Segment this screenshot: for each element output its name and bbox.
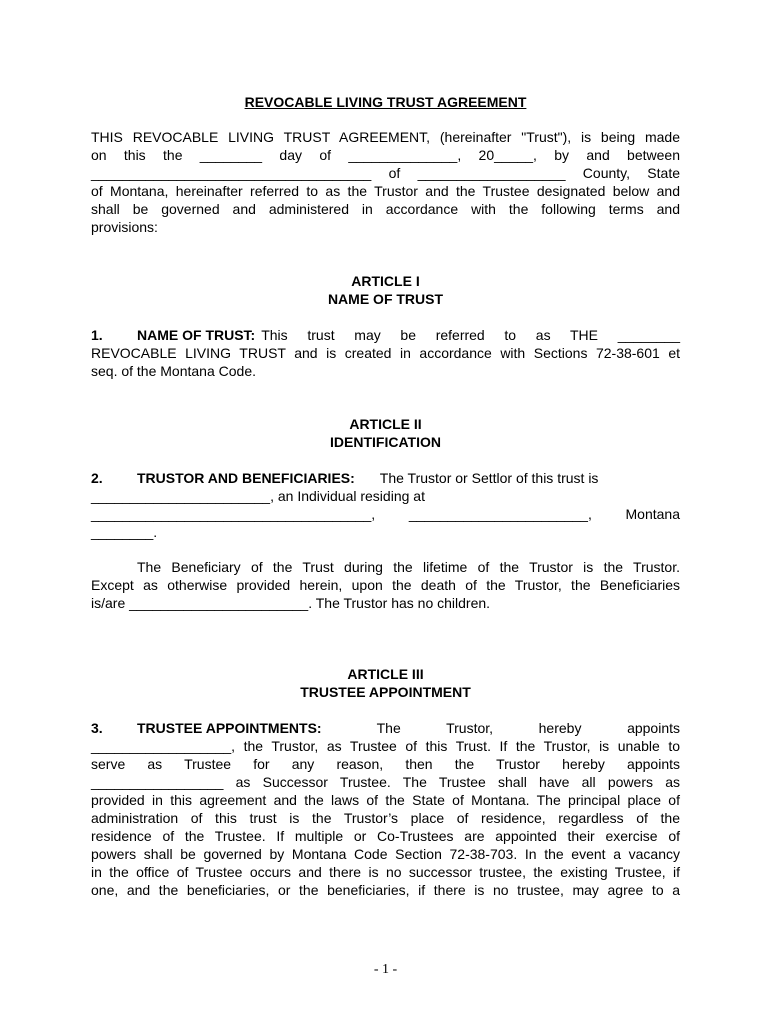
section-2-text: The Trustor or Settlor of this trust is	[379, 470, 599, 486]
intro-line: provisions:	[91, 219, 158, 235]
section-1-text: This trust may be referred to as THE ________	[261, 327, 680, 343]
beneficiary-line: is/are _______________________. The Trustor has no children.	[91, 595, 491, 611]
section-3-first-line	[91, 719, 680, 737]
article-2-section	[91, 469, 680, 541]
article-2-subheading: IDENTIFICATION	[330, 434, 441, 450]
article-3-subheading: TRUSTEE APPOINTMENT	[300, 684, 471, 700]
intro-line: shall be governed and administered in accordance with the following terms and	[91, 201, 680, 217]
section-3-line: serve as Trustee for any reason, then the Trustor hereby appoints	[91, 756, 680, 772]
section-3-line: powers shall be governed by Montana Code Section 72-38-703. In the event a vacancy	[91, 846, 680, 862]
section-1-line: REVOCABLE LIVING TRUST and is created in accordance with Sections 72-38-601 et	[91, 345, 680, 361]
intro-line: of Montana, hereinafter referred to as the Trustor and the Trustee designated below and	[91, 183, 680, 199]
section-3-line: __________________, the Trustor, as Trustee of this Trust. If the Trustor, is unable to	[91, 738, 680, 754]
section-3-text: The Trustor, hereby appoints	[376, 720, 680, 736]
intro-line: ____________________________________ of ___________________ County, State	[91, 165, 680, 181]
section-3-line: residence of the Trustee. If multiple or Co-Trustees are appointed their exercise of	[91, 828, 680, 844]
document-title: REVOCABLE LIVING TRUST AGREEMENT	[244, 94, 527, 110]
section-2-first-line	[91, 469, 680, 487]
section-1-label: NAME OF TRUST:	[137, 327, 256, 343]
section-1-line: seq. of the Montana Code.	[91, 363, 256, 379]
article-3-heading: ARTICLE III	[347, 666, 424, 682]
section-3-line: administration of this trust is the Trustor’s place of residence, regardless of the	[91, 810, 680, 826]
intro-line: THIS REVOCABLE LIVING TRUST AGREEMENT, (hereinafter "Trust"), is being made	[91, 129, 680, 145]
beneficiary-line: The Beneficiary of the Trust during the lifetime of the Trustor is the Trustor.	[137, 559, 680, 575]
article-1-subheading: NAME OF TRUST	[327, 291, 444, 307]
article-1-section	[91, 326, 680, 380]
intro-paragraph	[91, 128, 680, 236]
section-3-number: 3.	[91, 720, 103, 736]
section-2-line: _______________________, an Individual residing at	[91, 488, 425, 504]
section-1-number: 1.	[91, 327, 103, 343]
article-3-section	[91, 719, 680, 899]
article-2-heading: ARTICLE II	[349, 416, 422, 432]
beneficiary-paragraph	[91, 558, 680, 612]
section-1-first-line	[91, 326, 680, 344]
section-2-line: ________.	[91, 524, 158, 540]
section-3-line: in the office of Trustee occurs and there is no successor trustee, the existing Trustee, if	[91, 864, 680, 880]
intro-line: on this the ________ day of ______________, 20_____, by and between	[91, 147, 680, 163]
article-1-heading: ARTICLE I	[351, 273, 420, 289]
section-3-line: _________________ as Successor Trustee. The Trustee shall have all powers as	[91, 774, 680, 790]
section-3-line: one, and the beneficiaries, or the beneficiaries, if there is no trustee, may agree to a	[91, 882, 680, 898]
section-3-line: provided in this agreement and the laws of the State of Montana. The principal place of	[91, 792, 680, 808]
section-2-number: 2.	[91, 470, 103, 486]
section-3-label: TRUSTEE APPOINTMENTS:	[137, 720, 322, 736]
section-2-line: ____________________________________, _______________________, Montana	[91, 506, 680, 522]
beneficiary-line: Except as otherwise provided herein, upon the death of the Trustor, the Beneficiaries	[91, 577, 680, 593]
page-number: - 1 -	[373, 962, 398, 977]
section-2-label: TRUSTOR AND BENEFICIARIES:	[137, 470, 355, 486]
